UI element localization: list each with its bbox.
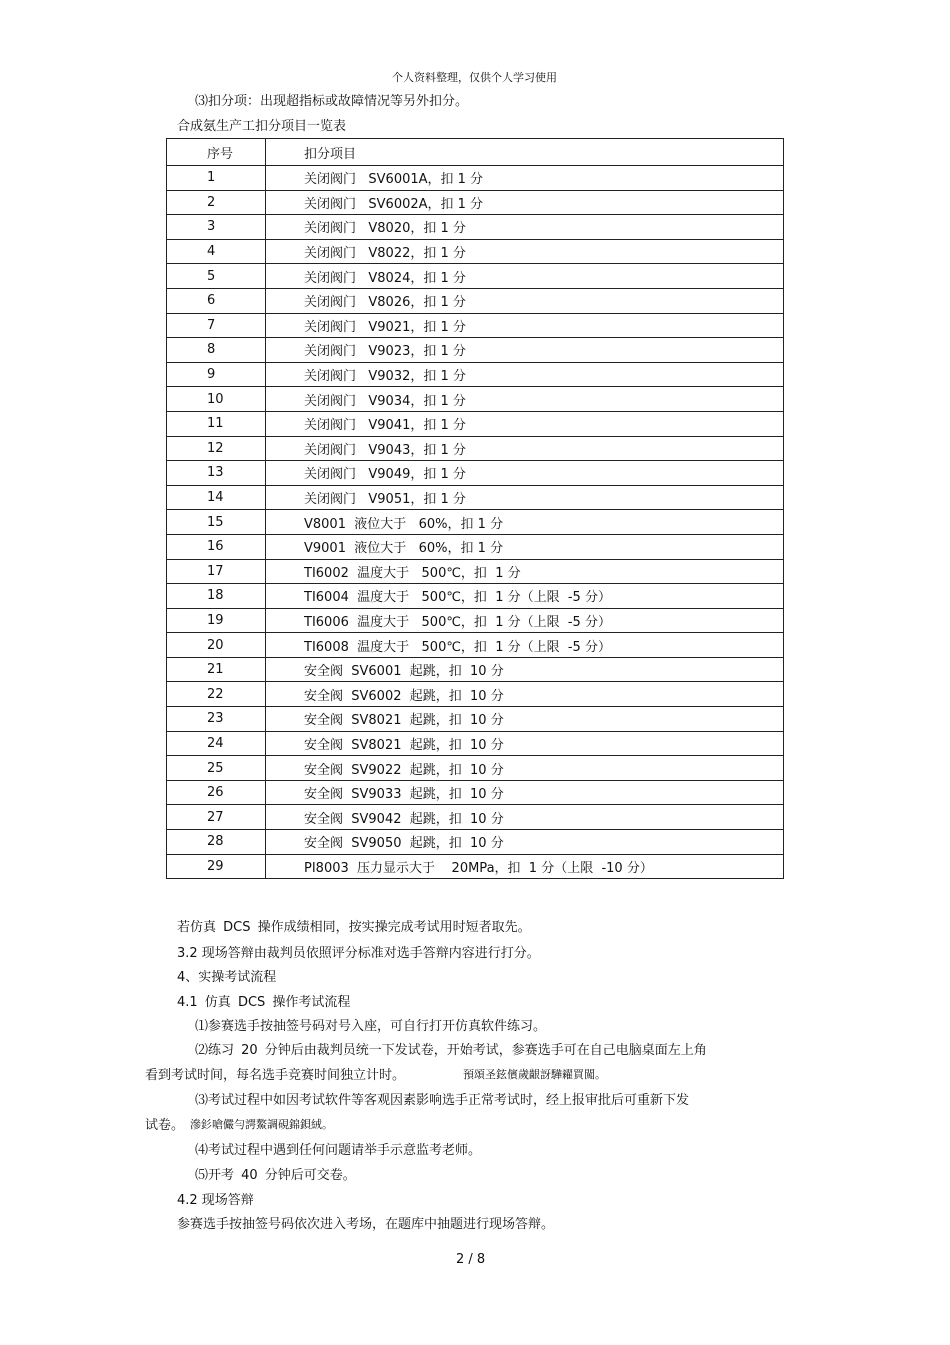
row-index: 24 bbox=[167, 731, 266, 756]
table-row bbox=[167, 215, 784, 240]
table-row bbox=[167, 830, 784, 855]
row-index: 25 bbox=[167, 756, 266, 781]
row-index: 7 bbox=[167, 313, 266, 338]
row-index: 22 bbox=[167, 682, 266, 707]
deduction-table bbox=[166, 138, 784, 879]
row-item: 关闭阀门 V9032，扣 1 分 bbox=[266, 362, 784, 387]
row-item: 安全阀 SV9033 起跳，扣 10 分 bbox=[266, 780, 784, 805]
row-index: 2 bbox=[167, 190, 266, 215]
row-index: 16 bbox=[167, 534, 266, 559]
row-item: 安全阀 SV8021 起跳，扣 10 分 bbox=[266, 707, 784, 732]
row-item: TI6008 温度大于 500℃，扣 1 分（上限 -5 分） bbox=[266, 633, 784, 658]
row-item: 关闭阀门 SV6002A，扣 1 分 bbox=[266, 190, 784, 215]
row-item: 关闭阀门 V9041，扣 1 分 bbox=[266, 411, 784, 436]
step-5: ⑸开考 40 分钟后可交卷。 bbox=[195, 1168, 356, 1183]
table-row bbox=[167, 239, 784, 264]
row-item: 关闭阀门 SV6001A，扣 1 分 bbox=[266, 166, 784, 191]
row-item: V9001 液位大于 60%，扣 1 分 bbox=[266, 534, 784, 559]
table-header-row bbox=[167, 139, 784, 166]
row-index: 8 bbox=[167, 338, 266, 363]
row-item: 关闭阀门 V8022，扣 1 分 bbox=[266, 239, 784, 264]
row-index: 6 bbox=[167, 288, 266, 313]
table-row bbox=[167, 707, 784, 732]
row-index: 11 bbox=[167, 411, 266, 436]
table-row bbox=[167, 584, 784, 609]
table-row bbox=[167, 288, 784, 313]
table-row bbox=[167, 608, 784, 633]
header-note: 个人资料整理，仅供个人学习使用 bbox=[392, 71, 557, 84]
row-index: 19 bbox=[167, 608, 266, 633]
row-index: 21 bbox=[167, 657, 266, 682]
table-row bbox=[167, 559, 784, 584]
row-index: 9 bbox=[167, 362, 266, 387]
row-item: 安全阀 SV9050 起跳，扣 10 分 bbox=[266, 830, 784, 855]
table-row bbox=[167, 854, 784, 879]
table-row bbox=[167, 633, 784, 658]
table-row bbox=[167, 657, 784, 682]
section-3-2: 3.2 现场答辩由裁判员依照评分标准对选手答辩内容进行打分。 bbox=[177, 946, 540, 961]
table-body bbox=[167, 166, 784, 879]
table-row bbox=[167, 731, 784, 756]
row-index: 20 bbox=[167, 633, 266, 658]
step-3-line-1: ⑶考试过程中如因考试软件等客观因素影响选手正常考试时，经上报审批后可重新下发 bbox=[195, 1093, 690, 1108]
step-1: ⑴参赛选手按抽签号码对号入座，可自行打开仿真软件练习。 bbox=[195, 1019, 547, 1034]
row-index: 4 bbox=[167, 239, 266, 264]
table-row bbox=[167, 338, 784, 363]
row-item: 关闭阀门 V8024，扣 1 分 bbox=[266, 264, 784, 289]
step-3-noise: 滲釤嗆儼勻諤鰲調硯錦鋇絨。 bbox=[190, 1118, 333, 1131]
table-row bbox=[167, 264, 784, 289]
step-4: ⑷考试过程中遇到任何问题请举手示意监考老师。 bbox=[195, 1143, 482, 1158]
step-2-noise: 預頌圣鉉儐歲齦訝驊糴買闖。 bbox=[463, 1068, 606, 1081]
row-index: 10 bbox=[167, 387, 266, 412]
row-index: 17 bbox=[167, 559, 266, 584]
table-row bbox=[167, 756, 784, 781]
tie-rule: 若仿真 DCS 操作成绩相同，按实操完成考试用时短者取先。 bbox=[177, 920, 531, 935]
table-row bbox=[167, 166, 784, 191]
step-2-line-1: ⑵练习 20 分钟后由裁判员统一下发试卷，开始考试，参赛选手可在自己电脑桌面左上角 bbox=[195, 1043, 707, 1058]
step-2-line-2: 看到考试时间，每名选手竞赛时间独立计时。 bbox=[145, 1068, 406, 1083]
table-row bbox=[167, 780, 784, 805]
row-index: 14 bbox=[167, 485, 266, 510]
row-index: 13 bbox=[167, 461, 266, 486]
row-item: 关闭阀门 V9034，扣 1 分 bbox=[266, 387, 784, 412]
row-item: 关闭阀门 V9023，扣 1 分 bbox=[266, 338, 784, 363]
table-title: 合成氨生产工扣分项目一览表 bbox=[177, 119, 347, 134]
heading-4-2: 4.2 现场答辩 bbox=[177, 1193, 254, 1208]
intro-line: ⑶扣分项：出现超指标或故障情况等另外扣分。 bbox=[195, 94, 469, 109]
row-index: 3 bbox=[167, 215, 266, 240]
row-item: TI6004 温度大于 500℃，扣 1 分（上限 -5 分） bbox=[266, 584, 784, 609]
row-index: 26 bbox=[167, 780, 266, 805]
row-item: TI6006 温度大于 500℃，扣 1 分（上限 -5 分） bbox=[266, 608, 784, 633]
row-item: PI8003 压力显示大于 20MPa，扣 1 分（上限 -10 分） bbox=[266, 854, 784, 879]
table-row bbox=[167, 387, 784, 412]
row-index: 1 bbox=[167, 166, 266, 191]
table-row bbox=[167, 411, 784, 436]
table-row bbox=[167, 682, 784, 707]
row-item: 安全阀 SV6002 起跳，扣 10 分 bbox=[266, 682, 784, 707]
header-item: 扣分项目 bbox=[266, 139, 784, 166]
row-item: 关闭阀门 V8026，扣 1 分 bbox=[266, 288, 784, 313]
row-item: 安全阀 SV6001 起跳，扣 10 分 bbox=[266, 657, 784, 682]
row-index: 5 bbox=[167, 264, 266, 289]
table-row bbox=[167, 510, 784, 535]
row-index: 18 bbox=[167, 584, 266, 609]
row-item: 安全阀 SV9042 起跳，扣 10 分 bbox=[266, 805, 784, 830]
row-index: 15 bbox=[167, 510, 266, 535]
row-index: 28 bbox=[167, 830, 266, 855]
row-index: 23 bbox=[167, 707, 266, 732]
page-number: 2 / 8 bbox=[456, 1252, 486, 1267]
row-item: 安全阀 SV9022 起跳，扣 10 分 bbox=[266, 756, 784, 781]
row-index: 29 bbox=[167, 854, 266, 879]
row-index: 27 bbox=[167, 805, 266, 830]
table-row bbox=[167, 190, 784, 215]
table-row bbox=[167, 313, 784, 338]
header-index: 序号 bbox=[167, 139, 266, 166]
row-item: 关闭阀门 V9051，扣 1 分 bbox=[266, 485, 784, 510]
row-item: 关闭阀门 V9021，扣 1 分 bbox=[266, 313, 784, 338]
row-item: 关闭阀门 V9049，扣 1 分 bbox=[266, 461, 784, 486]
row-item: V8001 液位大于 60%，扣 1 分 bbox=[266, 510, 784, 535]
heading-4-1: 4.1 仿真 DCS 操作考试流程 bbox=[177, 995, 351, 1010]
row-index: 12 bbox=[167, 436, 266, 461]
heading-4: 4、实操考试流程 bbox=[177, 970, 277, 985]
row-item: TI6002 温度大于 500℃，扣 1 分 bbox=[266, 559, 784, 584]
table-row bbox=[167, 485, 784, 510]
row-item: 关闭阀门 V9043，扣 1 分 bbox=[266, 436, 784, 461]
step-3-line-2: 试卷。 bbox=[145, 1118, 185, 1133]
row-item: 安全阀 SV8021 起跳，扣 10 分 bbox=[266, 731, 784, 756]
row-item: 关闭阀门 V8020，扣 1 分 bbox=[266, 215, 784, 240]
table-row bbox=[167, 436, 784, 461]
table-row bbox=[167, 461, 784, 486]
table-row bbox=[167, 534, 784, 559]
section-4-2-text: 参赛选手按抽签号码依次进入考场，在题库中抽题进行现场答辩。 bbox=[177, 1217, 555, 1232]
table-row bbox=[167, 805, 784, 830]
table-row bbox=[167, 362, 784, 387]
